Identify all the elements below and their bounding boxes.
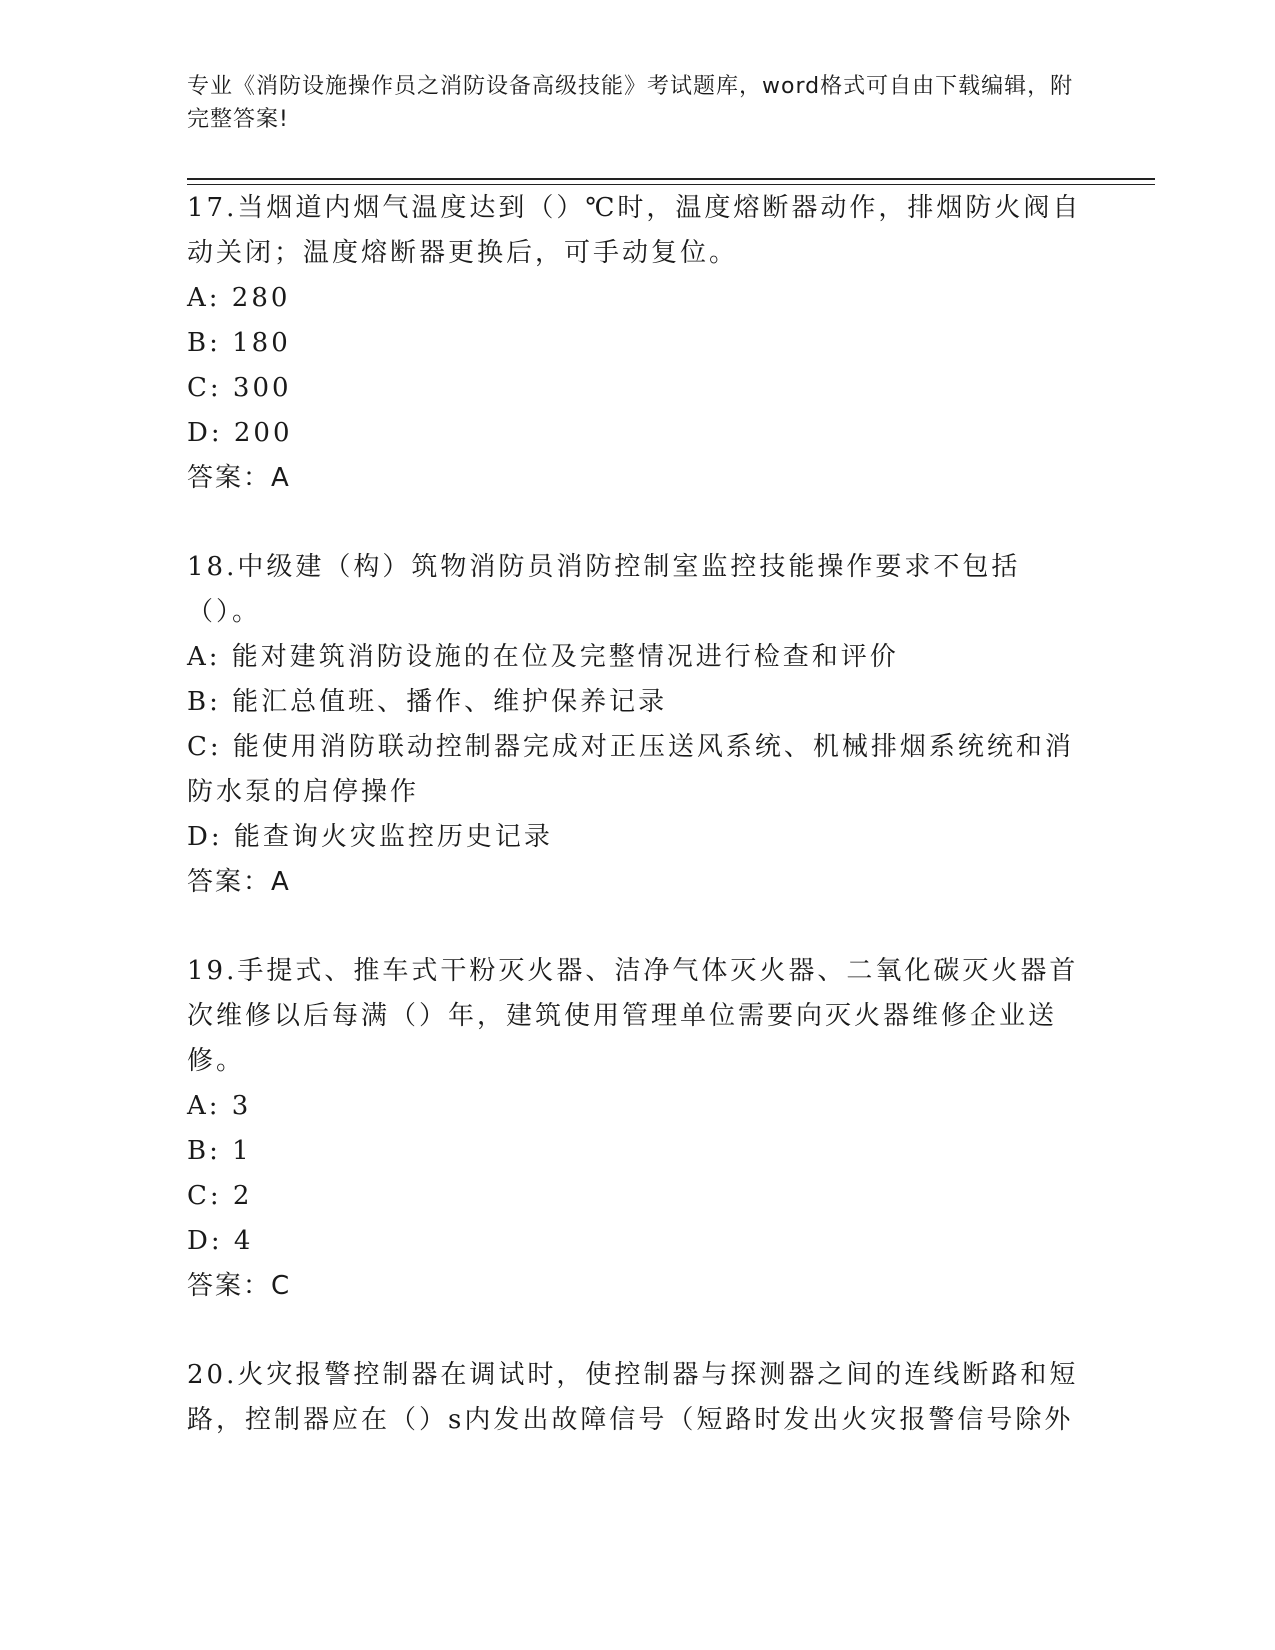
header-rule-thin: [187, 184, 1155, 185]
question-list: [187, 186, 1087, 1487]
option-d: D: 200: [187, 418, 293, 448]
option-c: C: 2: [187, 1181, 253, 1211]
answer-line: 答案：C: [187, 1271, 292, 1301]
question-17: [187, 186, 1087, 501]
option-b: B: 1: [187, 1136, 252, 1166]
option-a: A: 280: [187, 283, 291, 313]
option-c: C: 能使用消防联动控制器完成对正压送风系统、机械排烟系统统和消防水泵的启停操作: [187, 732, 1074, 807]
document-intro: 专业《消防设施操作员之消防设备高级技能》考试题库，word格式可自由下载编辑，附完整答案!: [187, 74, 1074, 132]
header-rule-thick: [187, 178, 1155, 180]
answer-line: 答案：A: [187, 867, 291, 897]
option-b: B: 能汇总值班、播作、维护保养记录: [187, 687, 668, 717]
question-text: 17.当烟道内烟气温度达到（）℃时，温度熔断器动作，排烟防火阀自动关闭；温度熔断器更换后，可手动复位。: [187, 193, 1082, 268]
question-text: 19.手提式、推车式干粉灭火器、洁净气体灭火器、二氧化碳灭火器首次维修以后每满（）年，建筑使用管理单位需要向灭火器维修企业送修。: [187, 956, 1079, 1076]
answer-line: 答案：A: [187, 463, 291, 493]
option-d: D: 4: [187, 1226, 254, 1256]
option-c: C: 300: [187, 373, 292, 403]
question-20: [187, 1353, 1087, 1443]
question-18: [187, 545, 1087, 905]
option-d: D: 能查询火灾监控历史记录: [187, 822, 553, 852]
option-b: B: 180: [187, 328, 291, 358]
question-text: 20.火灾报警控制器在调试时，使控制器与探测器之间的连线断路和短路，控制器应在（）s内发出故障信号（短路时发出火灾报警信号除外: [187, 1360, 1079, 1435]
option-a: A: 能对建筑消防设施的在位及完整情况进行检查和评价: [187, 642, 899, 672]
option-a: A: 3: [187, 1091, 252, 1121]
question-19: [187, 949, 1087, 1309]
question-text: 18.中级建（构）筑物消防员消防控制室监控技能操作要求不包括（）。: [187, 552, 1021, 627]
